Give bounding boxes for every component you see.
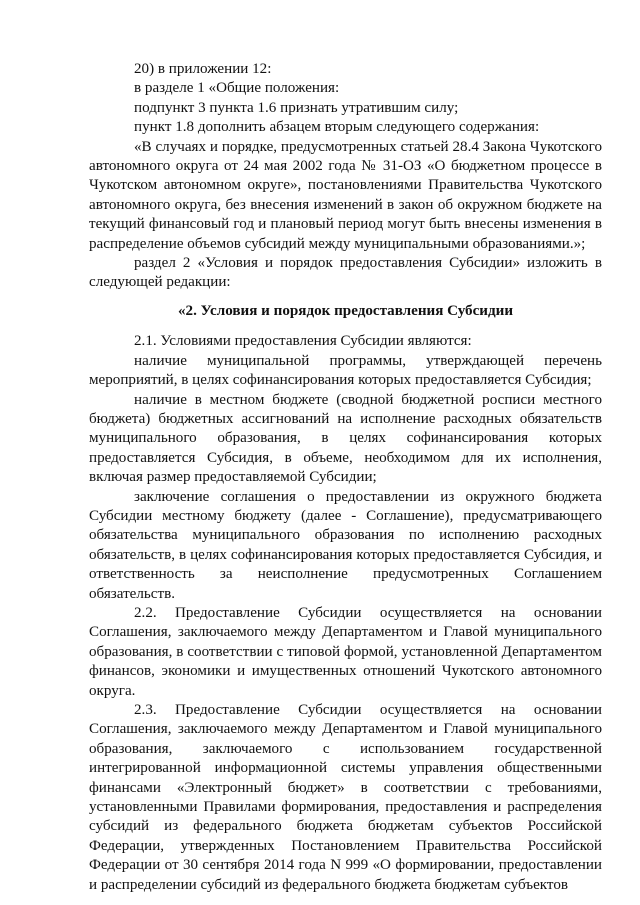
section-2-replacement: раздел 2 «Условия и порядок предоставления Субсидии» изложить в следующей редакции: xyxy=(89,255,602,291)
condition-agreement: заключение соглашения о предоставлении из окружного бюджета Субсидии местному бюджету (далее - Соглашение), предусматривающего обязательства муниципального образования по исполнению расходных обязательств, в целях софинансирования которых предоставляется Субсидия, и ответственность за неисполнение предусмотренных Соглашением обязательств. xyxy=(89,488,602,602)
amendment-item-20: 20) в приложении 12: xyxy=(134,61,272,77)
inserted-paragraph: «В случаях и порядке, предусмотренных статьей 28.4 Закона Чукотского автономного округа от 24 мая 2002 года № 31-ОЗ «О бюджетном процессе в Чукотском автономном округе», постановлениями Правительства Чукотского автономного округа, без внесения изменений в закон об окружном бюджете на текущий финансовый год и плановый период могут быть внесены изменения в распределение объемов субсидий между муниципальными образованиями.»; xyxy=(89,138,602,252)
clause-2-3: 2.3. Предоставление Субсидии осуществляется на основании Соглашения, заключаемого между Департаментом и Главой муниципального образования, заключаемого с использованием государственной интегрированной информационной системы управления общественными финансами «Электронный бюджет» в соответствии с требованиями, установленными Правилами формирования, предоставления и распределения субсидий из федерального бюджета бюджетам субъектов Российской Федерации, утвержденных Постановлением Правительства Российской Федерации от 30 сентября 2014 года N 999 «О формировании, предоставлении и распределении субсидий из федерального бюджета бюджетам субъектов xyxy=(89,702,602,893)
section-heading: «2. Условия и порядок предоставления Субсидии xyxy=(177,302,514,319)
condition-budget-allocations: наличие в местном бюджете (сводной бюджетной росписи местного бюджета) бюджетных ассигнований на исполнение расходных обязательств муниципального образования, в целях софинансирования которых предоставляется Субсидия, в объеме, необходимом для их исполнения, включая размер предоставляемой Субсидии; xyxy=(89,391,602,486)
document-body xyxy=(89,60,602,895)
section-1-reference: в разделе 1 «Общие положения: xyxy=(134,80,340,97)
condition-program: наличие муниципальной программы, утверждающей перечень мероприятий, в целях софинансирования которых предоставляется Субсидия; xyxy=(89,352,602,389)
subclause-repeal: подпункт 3 пункта 1.6 признать утратившим силу; xyxy=(134,99,459,116)
clause-2-1: 2.1. Условиями предоставления Субсидии являются: xyxy=(134,333,472,350)
clause-1-8-addition: пункт 1.8 дополнить абзацем вторым следующего содержания: xyxy=(134,119,540,136)
clause-2-2: 2.2. Предоставление Субсидии осуществляется на основании Соглашения, заключаемого между Департаментом и Главой муниципального образования, в соответствии с типовой формой, установленной Департаментом финансов, экономики и имущественных отношений Чукотского автономного округа. xyxy=(89,604,602,699)
